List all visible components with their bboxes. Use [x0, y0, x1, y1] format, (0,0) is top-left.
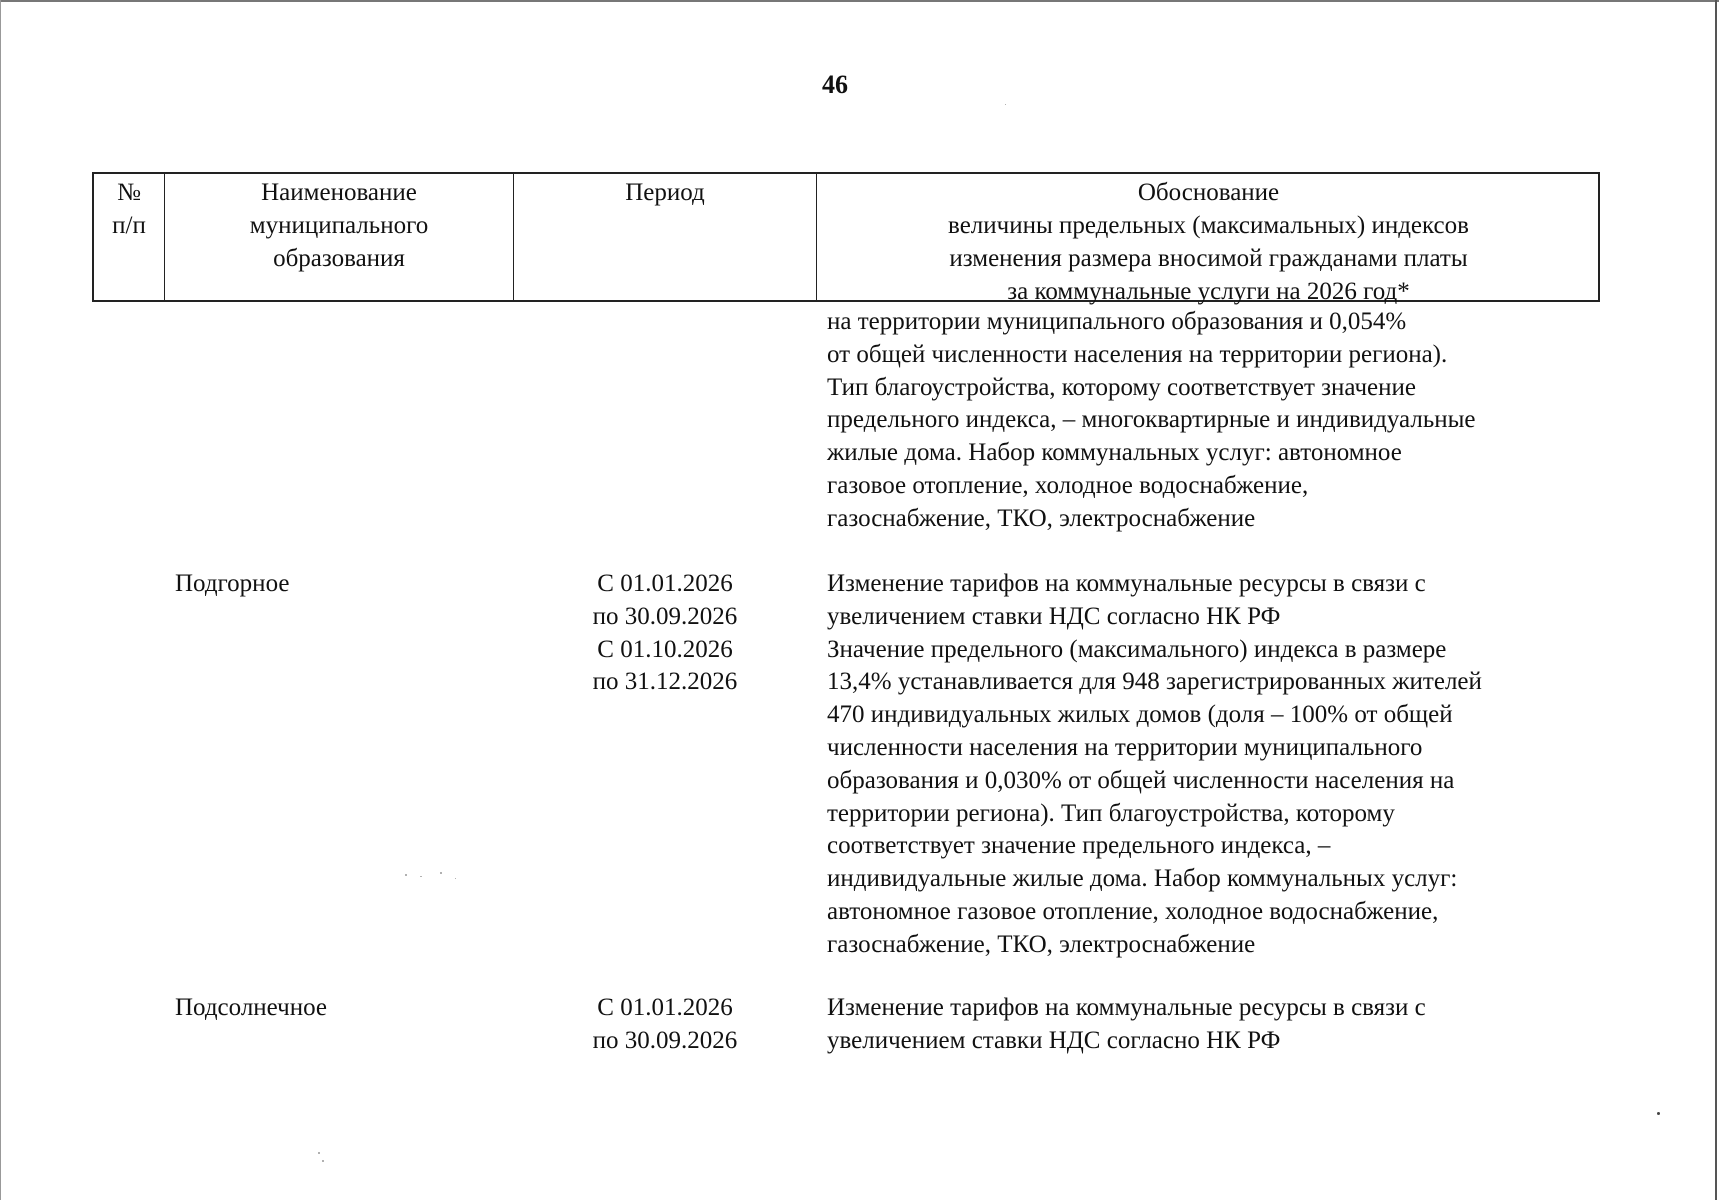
- period-line: С 01.10.2026: [597, 635, 733, 663]
- row-justification: [827, 568, 1590, 962]
- header-municipality-line: образования: [273, 245, 405, 272]
- period-line: по 30.09.2026: [592, 602, 738, 630]
- scan-speck: [405, 874, 407, 876]
- period-line: по 30.09.2026: [592, 1026, 738, 1054]
- header-justification-line: изменения размера вносимой гражданами платы: [949, 245, 1468, 272]
- row-period: [545, 992, 785, 1058]
- justification-line: соответствует значение предельного индекса, –: [827, 832, 1331, 860]
- justification-line: Значение предельного (максимального) индекса в размере: [827, 635, 1447, 663]
- justification-line: 13,4% устанавливается для 948 зарегистрированных жителей: [827, 668, 1482, 696]
- justification-line: газовое отопление, холодное водоснабжение,: [827, 471, 1309, 499]
- header-municipality-column: [165, 174, 514, 300]
- period-line: С 01.01.2026: [597, 994, 733, 1021]
- justification-line: численности населения на территории муниципального: [827, 733, 1423, 761]
- justification-line: образования и 0,030% от общей численности населения на: [827, 766, 1455, 794]
- scan-speck: [420, 876, 422, 877]
- scan-speck: [455, 878, 456, 879]
- scan-speck: [318, 1152, 320, 1154]
- row-municipality: Подсолнечное: [175, 994, 328, 1021]
- header-municipality-line: муниципального: [249, 212, 429, 239]
- period-line: по 31.12.2026: [592, 668, 738, 696]
- header-justification-column: [817, 174, 1600, 305]
- justification-line: от общей численности населения на территории региона).: [827, 340, 1448, 368]
- justification-line: автономное газовое отопление, холодное водоснабжение,: [827, 897, 1439, 925]
- justification-line: индивидуальные жилые дома. Набор коммунальных услуг:: [827, 865, 1458, 893]
- header-justification-line: Обоснование: [1137, 179, 1280, 206]
- scan-edge-right: [1715, 0, 1717, 1200]
- justification-line: 470 индивидуальных жилых домов (доля – 100% от общей: [827, 701, 1453, 729]
- header-justification-line: величины предельных (максимальных) индексов: [948, 212, 1469, 239]
- justification-line: Изменение тарифов на коммунальные ресурсы в связи с: [827, 570, 1426, 597]
- scan-speck: [322, 1160, 324, 1162]
- justification-line: на территории муниципального образования и 0,054%: [827, 308, 1407, 335]
- header-period-label: Период: [625, 179, 705, 206]
- row-justification: [827, 992, 1590, 1058]
- justification-line: территории региона). Тип благоустройства, которому: [827, 799, 1395, 827]
- justification-line: увеличением ставки НДС согласно НК РФ: [827, 602, 1281, 630]
- justification-line: увеличением ставки НДС согласно НК РФ: [827, 1026, 1281, 1054]
- scan-speck: [1657, 1112, 1660, 1115]
- justification-line: жилые дома. Набор коммунальных услуг: автономное: [827, 439, 1402, 467]
- scan-speck: [440, 872, 442, 874]
- row-period: [545, 568, 785, 699]
- header-number-line: №: [117, 179, 141, 206]
- justification-line: предельного индекса, – многоквартирные и индивидуальные: [827, 406, 1476, 434]
- scan-edge-left: [0, 0, 1, 1200]
- row-municipality: Подгорное: [175, 570, 290, 597]
- scan-speck: [1005, 104, 1006, 105]
- period-line: С 01.01.2026: [597, 570, 733, 597]
- scan-edge-top: [0, 0, 1719, 2]
- continuation-justification: [827, 306, 1590, 536]
- justification-line: газоснабжение, ТКО, электроснабжение: [827, 504, 1256, 532]
- header-municipality-line: Наименование: [261, 179, 417, 206]
- header-number-line: п/п: [112, 212, 146, 239]
- justification-line: Изменение тарифов на коммунальные ресурсы в связи с: [827, 994, 1426, 1021]
- page-number: 46: [822, 70, 848, 99]
- table-header: [92, 172, 1600, 305]
- header-justification-line: за коммунальные услуги на 2026 год*: [1007, 278, 1410, 305]
- justification-line: газоснабжение, ТКО, электроснабжение: [827, 930, 1256, 958]
- header-period-column: [514, 174, 817, 300]
- justification-line: Тип благоустройства, которому соответствует значение: [827, 373, 1417, 401]
- header-number-column: [94, 174, 165, 300]
